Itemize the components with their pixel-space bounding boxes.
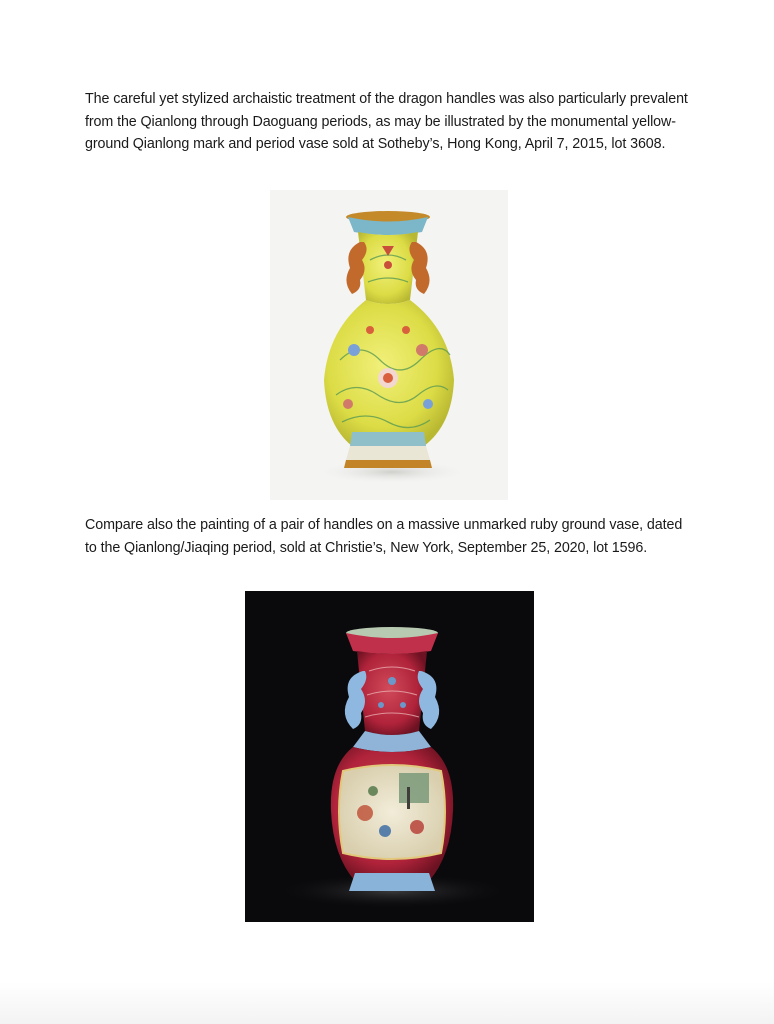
yellow-ground-vase-image [270, 190, 508, 500]
paragraph-sothebys-vase: The careful yet stylized archaistic treatment of the dragon handles was also particularly prevalent from the Qianlong through Daoguang periods, as may be illustrated by the monumental yellow-ground Qianlong mark and period vase sold at Sotheby’s, Hong Kong, April 7, 2015, lot 3608. [85, 91, 688, 152]
page-bottom-edge [0, 982, 774, 1024]
ruby-ground-vase-image [245, 591, 534, 922]
paragraph-christies-vase: Compare also the painting of a pair of handles on a massive unmarked ruby ground vase, dated to the Qianlong/Jiaqing period, sold at Christie’s, New York, September 25, 2020, lot 1596. [85, 517, 683, 556]
